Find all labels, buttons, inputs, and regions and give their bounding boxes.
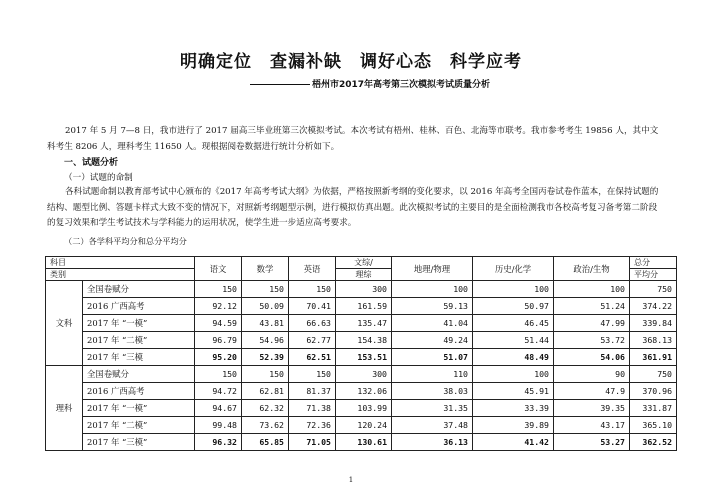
body-paragraph: 各科试题命制以教育部考试中心颁布的《2017 年高考考试大纲》为依据，严格按照新考纲的变化要求，以 2016 年高考全国丙卷试卷作蓝本，在保持试题的结构、题型比例、答题卡样式大致不变的情况下，对照新考纲题型示例，进行模拟仿真出题。此次模拟考试的主要目的是全面检测我市各校高考复习备考第二阶段的复习效果和学生考试技术与学科能力的运用状况，使学生进一步适应高考要求。 — [47, 187, 659, 229]
score-cell: 96.32 — [195, 434, 242, 451]
score-cell: 362.52 — [630, 434, 677, 451]
header-total-bottom: 平均分 — [630, 269, 677, 281]
score-cell: 70.41 — [289, 298, 336, 315]
section-heading: 一、试题分析 — [64, 158, 119, 168]
header-chinese: 语文 — [195, 257, 242, 281]
row-label: 2016 广西高考 — [83, 298, 195, 315]
page-title: 明确定位 查漏补缺 调好心态 科学应考 — [180, 52, 522, 72]
page-subtitle — [250, 77, 490, 90]
score-cell: 71.38 — [289, 400, 336, 417]
header-geo-physics: 地理/物理 — [392, 257, 473, 281]
score-cell: 300 — [336, 366, 392, 383]
score-cell: 52.39 — [242, 349, 289, 366]
row-label: 2017 年 “三模” — [83, 434, 195, 451]
score-cell: 47.9 — [554, 383, 630, 400]
row-label: 2017 年 “一模” — [83, 400, 195, 417]
score-cell: 53.72 — [554, 332, 630, 349]
score-cell: 43.17 — [554, 417, 630, 434]
row-label: 2017 年 “二模” — [83, 417, 195, 434]
score-cell: 54.96 — [242, 332, 289, 349]
score-cell: 51.07 — [392, 349, 473, 366]
score-cell: 62.77 — [289, 332, 336, 349]
score-cell: 150 — [289, 281, 336, 298]
score-cell: 49.24 — [392, 332, 473, 349]
subtitle-text: 梧州市2017年高考第三次模拟考试质量分析 — [312, 80, 491, 90]
scores-table — [45, 256, 677, 451]
score-cell: 150 — [195, 366, 242, 383]
table-row — [46, 298, 677, 315]
score-cell: 120.24 — [336, 417, 392, 434]
score-cell: 62.81 — [242, 383, 289, 400]
score-cell: 100 — [473, 281, 554, 298]
score-cell: 100 — [473, 366, 554, 383]
score-cell: 37.48 — [392, 417, 473, 434]
intro-paragraph: 2017 年 5 月 7—8 日，我市进行了 2017 届高三毕业班第三次模拟考试。本次考试有梧州、桂林、百色、北海等市联考。我市参考考生 19856 人，其中文科考生 8206 人，理科考生 11650 人。现根据阅卷数据进行统计分析如下。 — [47, 126, 659, 152]
row-label: 全国卷赋分 — [83, 281, 195, 298]
score-cell: 48.49 — [473, 349, 554, 366]
score-cell: 62.32 — [242, 400, 289, 417]
header-math: 数学 — [242, 257, 289, 281]
page-number: 1 — [348, 476, 354, 484]
header-history-chemistry: 历史/化学 — [473, 257, 554, 281]
group-label: 理科 — [46, 366, 83, 451]
score-cell: 750 — [630, 281, 677, 298]
header-total-top: 总分 — [630, 257, 677, 269]
header-politics-biology: 政治/生物 — [554, 257, 630, 281]
score-cell: 73.62 — [242, 417, 289, 434]
header-comprehensive-top: 文综/ — [336, 257, 392, 269]
score-cell: 50.97 — [473, 298, 554, 315]
score-cell: 90 — [554, 366, 630, 383]
score-cell: 47.99 — [554, 315, 630, 332]
score-cell: 161.59 — [336, 298, 392, 315]
score-cell: 331.87 — [630, 400, 677, 417]
score-cell: 53.27 — [554, 434, 630, 451]
score-cell: 750 — [630, 366, 677, 383]
row-label: 2016 广西高考 — [83, 383, 195, 400]
table-row — [46, 349, 677, 366]
score-cell: 41.42 — [473, 434, 554, 451]
score-cell: 99.48 — [195, 417, 242, 434]
header-english: 英语 — [289, 257, 336, 281]
score-cell: 150 — [289, 366, 336, 383]
score-cell: 59.13 — [392, 298, 473, 315]
score-cell: 39.89 — [473, 417, 554, 434]
header-category: 类别 — [46, 269, 195, 281]
score-cell: 45.91 — [473, 383, 554, 400]
table-row — [46, 281, 677, 298]
row-label: 2017 年 “三模 — [83, 349, 195, 366]
score-cell: 130.61 — [336, 434, 392, 451]
score-cell: 94.59 — [195, 315, 242, 332]
score-cell: 96.79 — [195, 332, 242, 349]
score-cell: 36.13 — [392, 434, 473, 451]
score-cell: 154.38 — [336, 332, 392, 349]
row-label: 全国卷赋分 — [83, 366, 195, 383]
score-cell: 365.10 — [630, 417, 677, 434]
score-cell: 51.24 — [554, 298, 630, 315]
header-subject: 科目 — [46, 257, 195, 269]
score-cell: 46.45 — [473, 315, 554, 332]
table-row — [46, 383, 677, 400]
score-cell: 370.96 — [630, 383, 677, 400]
score-cell: 51.44 — [473, 332, 554, 349]
score-cell: 33.39 — [473, 400, 554, 417]
score-cell: 54.06 — [554, 349, 630, 366]
table-row — [46, 417, 677, 434]
score-cell: 150 — [242, 366, 289, 383]
score-cell: 66.63 — [289, 315, 336, 332]
score-cell: 150 — [242, 281, 289, 298]
score-cell: 95.20 — [195, 349, 242, 366]
score-cell: 81.37 — [289, 383, 336, 400]
subsection-heading: （一）试题的命制 — [64, 173, 133, 183]
subtitle-dash — [250, 84, 310, 85]
score-cell: 72.36 — [289, 417, 336, 434]
row-label: 2017 年 “一模” — [83, 315, 195, 332]
score-cell: 100 — [554, 281, 630, 298]
score-cell: 153.51 — [336, 349, 392, 366]
table-row — [46, 400, 677, 417]
score-cell: 368.13 — [630, 332, 677, 349]
score-cell: 150 — [195, 281, 242, 298]
score-cell: 339.84 — [630, 315, 677, 332]
score-cell: 62.51 — [289, 349, 336, 366]
score-cell: 94.67 — [195, 400, 242, 417]
score-cell: 41.04 — [392, 315, 473, 332]
score-cell: 38.03 — [392, 383, 473, 400]
score-cell: 374.22 — [630, 298, 677, 315]
score-cell: 94.72 — [195, 383, 242, 400]
table-row — [46, 315, 677, 332]
score-cell: 92.12 — [195, 298, 242, 315]
table-row — [46, 434, 677, 451]
table-header-row — [46, 257, 677, 269]
row-label: 2017 年 “二模” — [83, 332, 195, 349]
score-cell: 132.06 — [336, 383, 392, 400]
score-cell: 50.09 — [242, 298, 289, 315]
score-cell: 71.05 — [289, 434, 336, 451]
score-cell: 65.85 — [242, 434, 289, 451]
score-cell: 361.91 — [630, 349, 677, 366]
score-cell: 103.99 — [336, 400, 392, 417]
table-caption: （二）各学科平均分和总分平均分 — [64, 236, 187, 246]
score-cell: 31.35 — [392, 400, 473, 417]
score-cell: 39.35 — [554, 400, 630, 417]
score-cell: 100 — [392, 281, 473, 298]
header-comprehensive-bottom: 理综 — [336, 269, 392, 281]
table-body — [46, 281, 677, 451]
score-cell: 110 — [392, 366, 473, 383]
score-cell: 135.47 — [336, 315, 392, 332]
table-row — [46, 366, 677, 383]
score-cell: 300 — [336, 281, 392, 298]
group-label: 文科 — [46, 281, 83, 366]
table-row — [46, 332, 677, 349]
score-cell: 43.81 — [242, 315, 289, 332]
